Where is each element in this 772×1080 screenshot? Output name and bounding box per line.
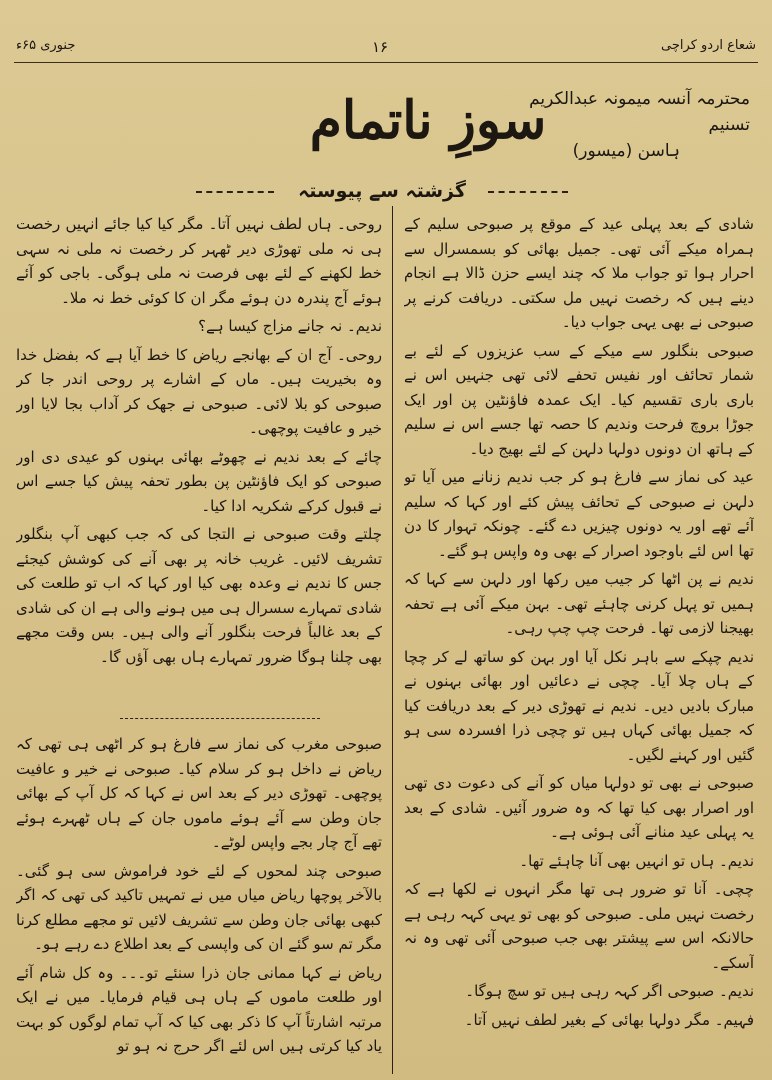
author-location: ہاسن (میسور) bbox=[572, 141, 680, 161]
paragraph: روحی۔ آج ان کے بھانجے ریاض کا خط آیا ہے کہ بفضل خدا وہ بخیریت ہیں۔ ماں کے اشارے پر روحی اندر جا کر صبوحی کو بلا لائی۔ صبوحی نے جھک کر آداب بجا لایا اور خیر و عافیت پوچھی۔ bbox=[16, 345, 382, 437]
left-column-top bbox=[16, 212, 382, 708]
dialogue-line: چچی۔ آنا تو ضرور ہی تھا مگر انہوں نے لکھا ہے کہ رخصت نہیں ملی۔ صبوحی کو بھی تو یہی کہہ رہی ہے حالانکہ اس سے پیشتر بھی جب صبوحی آئی تھی وہ نہ آسکے۔ bbox=[404, 880, 754, 972]
dialogue-line: روحی۔ ہاں لطف نہیں آتا۔ مگر کیا کیا جائے انہیں رخصت ہی نہ ملی تھوڑی دیر ٹھہر کر رخصت نہ ملی نہ سہی خط لکھنے کے لئے بھی فرصت نہ ملی ہوگی۔ باجی کو آئے ہوئے آج پندرہ دن ہوئے مگر ان کا کوئی خط نہ ملا۔ bbox=[16, 215, 382, 307]
issue-date: جنوری ۶۵ء bbox=[16, 38, 76, 53]
column-divider bbox=[392, 206, 393, 1074]
paragraph: چلتے وقت صبوحی نے التجا کی کہ جب کبھی آپ بنگلور تشریف لائیں۔ غریب خانہ پر بھی آنے کی کوشش کیجئے جس کا ندیم نے وعدہ بھی کیا اور کہا کہ اب تو طلعت کی شادی تمہارے سسرال ہی میں ہونے والی ہے ان کی شادی کے بعد غالباً فرحت بنگلور آنے والی ہیں۔ بس وقت مجھے بھی چلنا ہوگا ضرور تمہارے ہاں بھی آؤں گا۔ bbox=[16, 525, 382, 666]
page-number: ۱۶ bbox=[372, 38, 389, 56]
paragraph: ریاض نے کہا ممانی جان ذرا سنئے تو۔۔۔ وہ کل شام آئے اور طلعت ماموں کے ہاں ہی قیام فرمایا۔ میں نے ایک مرتبہ اشارتاً آپ کا ذکر بھی کیا کہ آپ تمام لوگوں کو بہت یاد کیا کرتی ہیں اس لئے اگر حرج نہ ہو تو bbox=[16, 963, 382, 1055]
paragraph: شادی کے بعد پہلی عید کے موقع پر صبوحی سلیم کے ہمراہ میکے آئی تھی۔ جمیل بھائی کو بسمسرال سے احرار ہوا تو جواب ملا کہ چند ایسے حزن ڈالا ہے انجام دینے ہیں کہ رخصت نہیں مل سکتی۔ دریافت کرنے پر صبوحی نے بھی یہی جواب دیا۔ bbox=[404, 215, 754, 331]
author-name: محترمہ آنسہ میمونہ عبدالکریم تسنیم bbox=[529, 89, 750, 135]
dialogue-line: ندیم۔ صبوحی اگر کہہ رہی ہیں تو سچ ہوگا۔ bbox=[465, 982, 754, 1000]
paragraph: صبوحی نے بھی تو دولہا میاں کو آنے کی دعوت دی تھی اور اصرار بھی کیا تھا کہ وہ ضرور آئیں۔ شادی کے بعد یہ پہلی عید منانے آئی ہوئی ہے۔ bbox=[404, 774, 754, 841]
dialogue-line: ندیم۔ ہاں تو انہیں بھی آنا چاہئے تھا۔ bbox=[519, 851, 754, 870]
dialogue-line: ندیم۔ نہ جانے مزاج کیسا ہے؟ bbox=[198, 317, 382, 335]
left-column-bottom bbox=[16, 732, 382, 1074]
right-column bbox=[404, 212, 754, 1074]
paragraph: عید کی نماز سے فارغ ہو کر جب ندیم زنانے میں آیا تو دلہن نے صبوحی کے تحائف پیش کئے اور کہا کہ سلیم آئے تھے اور یہ دونوں چیزیں دے گئے۔ چونکہ تہوار کا دن تھا اس لئے باوجود اصرار کے بھی وہ واپس ہو گئے۔ bbox=[404, 468, 754, 560]
paragraph: صبوحی بنگلور سے میکے کے سب عزیزوں کے لئے بے شمار تحائف اور نفیس تحفے لائی تھی جنہیں اس نے باری باری تقسیم کیا۔ ایک عمدہ فاؤنٹین پن اور ایک جوڑا بروچ فرحت وندیم کا حصہ تھا جسے اس نے سلیم کے ہاتھ ان دونوں دولہا دلہن کے لئے بھیج دیا۔ bbox=[404, 341, 754, 458]
magazine-name: شعاع اردو کراچی bbox=[661, 38, 756, 53]
story-subtitle: گزشتہ سے پیوستہ bbox=[298, 180, 466, 202]
dialogue-line: فہیم۔ مگر دولہا بھائی کے بغیر لطف نہیں آتا۔ bbox=[464, 1010, 754, 1029]
subtitle-rule-right bbox=[488, 191, 568, 193]
paragraph: ندیم چپکے سے باہر نکل آیا اور بہن کو ساتھ لے کر چچا کے ہاں چلا آیا۔ چچی نے دعائیں اور بھائی بہنوں نے مبارک بادیں دیں۔ ندیم نے تھوڑی دیر کے بعد دریافت کیا کہ جمیل بھائی کہاں ہیں تو چچی ذرا افسردہ سی ہو گئیں اور کہنے لگیں۔ bbox=[404, 647, 754, 764]
paragraph: ندیم نے پن اٹھا کر جیب میں رکھا اور دلہن سے کہا کہ ہمیں تو پہل کرنی چاہئے تھی۔ بہن میکے آئی ہے تحفہ بھیجنا لازمی تھا۔ فرحت چپ چپ رہی۔ bbox=[404, 570, 754, 637]
paragraph: چائے کے بعد ندیم نے چھوٹے بھائی بہنوں کو عیدی دی اور صبوحی کو ایک فاؤنٹین پن بطور تحفہ پیش کیا جسے اس نے قبول کرکے شکریہ ادا کیا۔ bbox=[16, 447, 382, 515]
header-rule bbox=[14, 62, 758, 63]
story-title: سوزِ ناتمام bbox=[309, 90, 547, 151]
section-break bbox=[120, 718, 320, 719]
paragraph: صبوحی چند لمحوں کے لئے خود فراموش سی ہو گئی۔ بالآخر پوچھا ریاض میاں میں نے تمہیں تاکید کی تھی کہ اگر کبھی بھائی جان وطن سے تشریف لائیں تو مجھے مطلع کرنا مگر تم سو گئے ان کی واپسی کے بعد اطلاع دے رہے ہو۔ bbox=[16, 861, 382, 953]
paragraph: صبوحی مغرب کی نماز سے فارغ ہو کر اٹھی ہی تھی کہ ریاض نے داخل ہو کر سلام کیا۔ صبوحی نے خیر و عافیت پوچھی۔ تھوڑی دیر کے بعد اس نے کہا کہ کل آپ کے بھائی جان وطن سے آئے ہوئے ماموں جان کے ہاں ٹھہرے ہوئے تھے آج چار بجے واپس لوٹے۔ bbox=[16, 735, 382, 851]
